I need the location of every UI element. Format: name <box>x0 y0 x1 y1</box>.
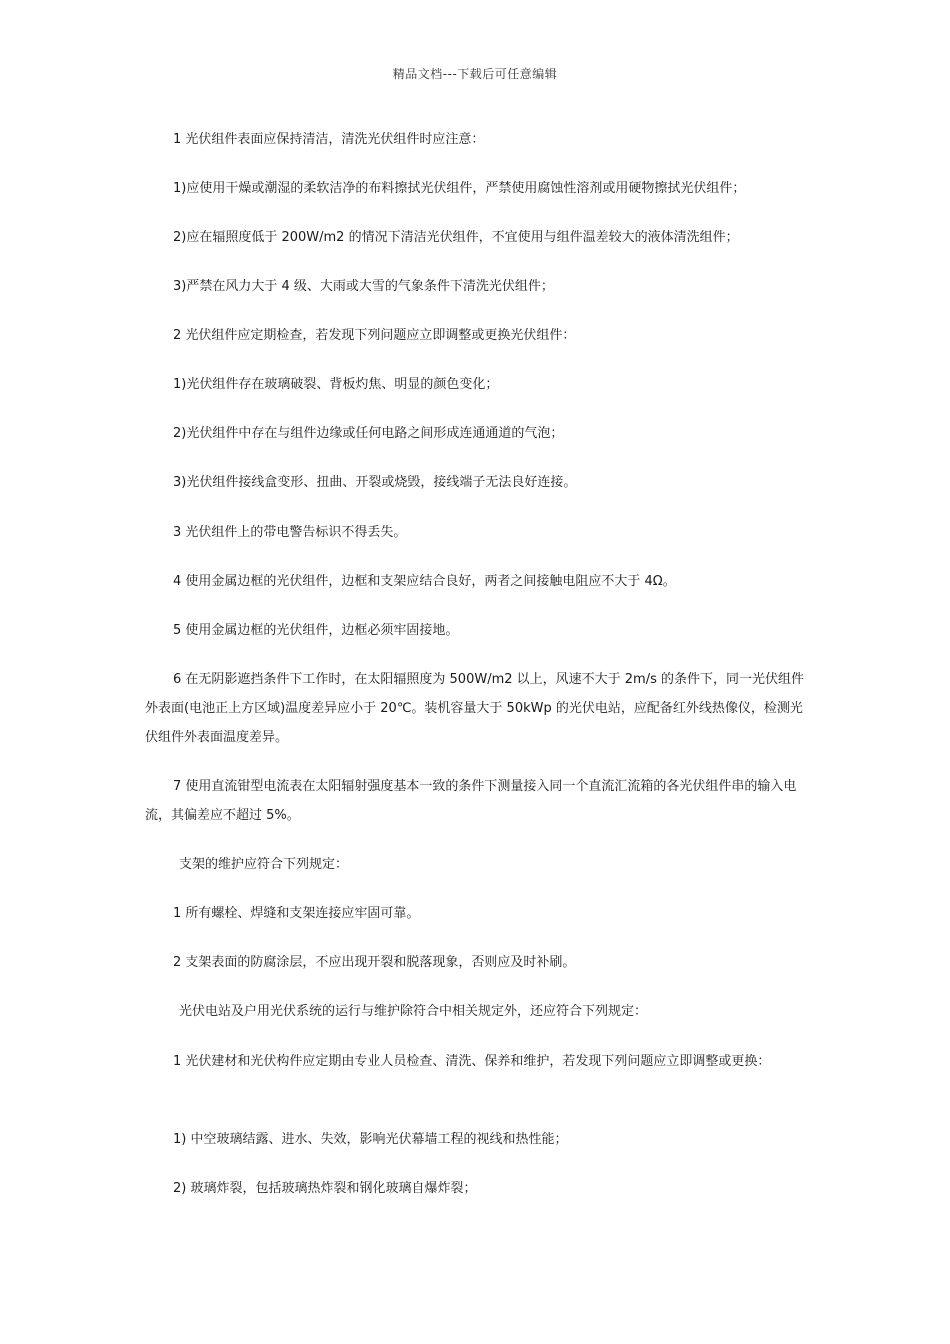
paragraph-15: 1 所有螺栓、焊缝和支架连接应牢固可靠。 <box>173 906 420 921</box>
paragraph-5: 2 光伏组件应定期检查，若发现下列问题应立即调整或更换光伏组件： <box>173 328 576 343</box>
paragraph-10: 4 使用金属边框的光伏组件，边框和支架应结合良好，两者之间接触电阻应不大于 4Ω。 <box>173 574 676 589</box>
paragraph-19: 1) 中空玻璃结露、进水、失效，影响光伏幕墙工程的视线和热性能； <box>173 1132 568 1147</box>
paragraph-7: 2)光伏组件中存在与组件边缘或任何电路之间形成连通通道的气泡； <box>173 426 564 441</box>
paragraph-8: 3)光伏组件接线盒变形、扭曲、开裂或烧毁，接线端子无法良好连接。 <box>173 475 577 490</box>
paragraph-6: 1)光伏组件存在玻璃破裂、背板灼焦、明显的颜色变化； <box>173 377 499 392</box>
paragraph-17: 光伏电站及户用光伏系统的运行与维护除符合中相关规定外，还应符合下列规定： <box>179 1004 648 1019</box>
paragraph-11: 5 使用金属边框的光伏组件，边框必须牢固接地。 <box>173 623 459 638</box>
page-header: 精品文档---下载后可任意编辑 <box>392 67 558 81</box>
paragraph-3: 2)应在辐照度低于 200W/m2 的情况下清洁光伏组件，不宜使用与组件温差较大的液体清洗组件； <box>173 230 739 245</box>
paragraph-12: 6 在无阴影遮挡条件下工作时，在太阳辐照度为 500W/m2 以上，风速不大于 2m/s 的条件下，同一光伏组件外表面(电池正上方区域)温度差异应小于 20℃。装机容量大于 50kWp 的光伏电站，应配备红外线热像仪，检测光伏组件外表面温度差异。 <box>145 672 805 745</box>
paragraph-9: 3 光伏组件上的带电警告标识不得丢失。 <box>173 525 407 540</box>
paragraph-20: 2) 玻璃炸裂，包括玻璃热炸裂和钢化玻璃自爆炸裂； <box>173 1181 477 1196</box>
paragraph-16: 2 支架表面的防腐涂层，不应出现开裂和脱落现象，否则应及时补刷。 <box>173 955 576 970</box>
paragraph-1: 1 光伏组件表面应保持清洁，清洗光伏组件时应注意： <box>173 132 485 147</box>
paragraph-13: 7 使用直流钳型电流表在太阳辐射强度基本一致的条件下测量接入同一个直流汇流箱的各光伏组件串的输入电流，其偏差应不超过 5%。 <box>145 779 797 823</box>
paragraph-14: 支架的维护应符合下列规定： <box>179 857 349 872</box>
paragraph-2: 1)应使用干燥或潮湿的柔软洁净的布料擦拭光伏组件，严禁使用腐蚀性溶剂或用硬物擦拭光伏组件； <box>173 181 746 196</box>
paragraph-18: 1 光伏建材和光伏构件应定期由专业人员检查、清洗、保养和维护，若发现下列问题应立即调整或更换： <box>173 1054 771 1069</box>
paragraph-4: 3)严禁在风力大于 4 级、大雨或大雪的气象条件下清洗光伏组件； <box>173 279 554 294</box>
